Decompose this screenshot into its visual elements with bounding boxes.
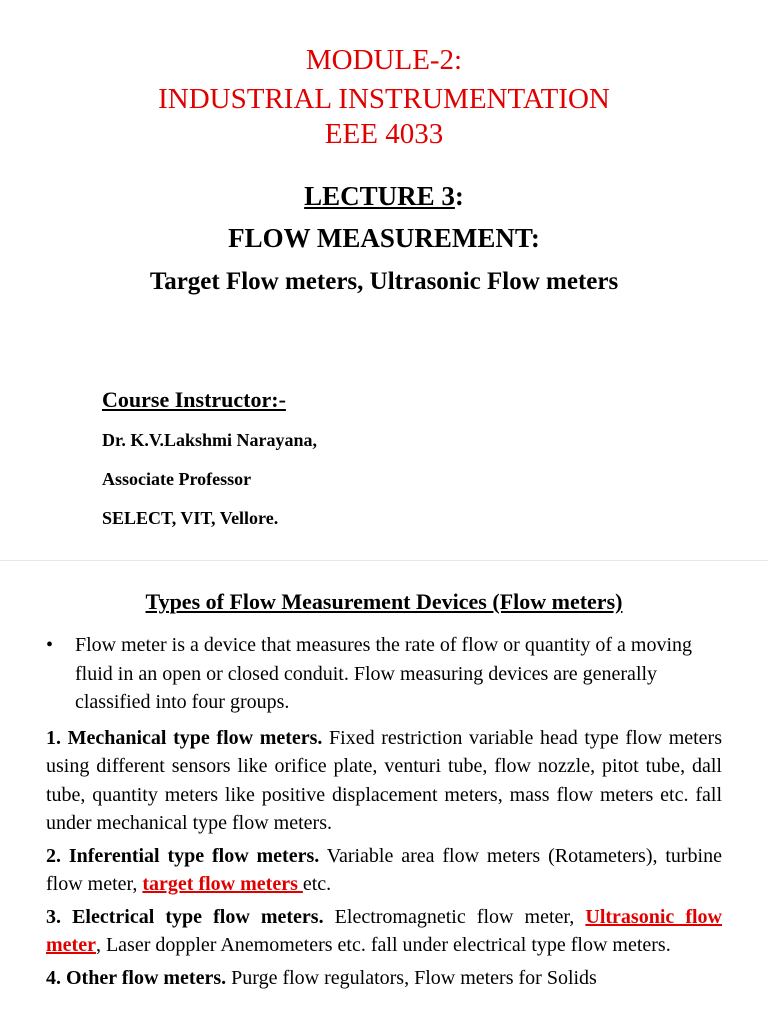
list-item-mechanical [46, 724, 722, 838]
list-item-other [46, 964, 722, 993]
lecture-title [0, 180, 768, 212]
subtopic-title: Target Flow meters, Ultrasonic Flow meters [149, 268, 619, 295]
bullet-intro [46, 631, 722, 717]
highlight-target-flow-meters: target flow meters [142, 873, 303, 895]
content-slide [0, 560, 768, 1025]
list-item-electrical [46, 903, 722, 960]
instructor-title: Associate Professor [102, 469, 252, 489]
bullet-icon: • [46, 634, 54, 656]
instructor-name: Dr. K.V.Lakshmi Narayana, [102, 430, 318, 450]
item-text: Variable area flow meters (Rotameters), turbine flow meter, [46, 844, 722, 895]
slide-heading: Types of Flow Measurement Devices (Flow meters) [145, 589, 623, 614]
item-lead: 3. Electrical type flow meters. [46, 905, 324, 928]
item-text-end: , Laser doppler Anemometers etc. fall under electrical type flow meters. [95, 934, 671, 956]
slide-body [46, 631, 722, 996]
item-lead: 1. Mechanical type flow meters. [46, 726, 323, 749]
course-title: INDUSTRIAL INSTRUMENTATION [158, 83, 610, 115]
item-text: Electromagnetic flow meter, [323, 905, 586, 928]
item-text-end: etc. [302, 873, 332, 895]
course-code: EEE 4033 [324, 118, 444, 150]
module-title: MODULE-2: [305, 44, 463, 76]
highlight-ultrasonic-flow-meter: Ultrasonic flow meter [46, 905, 722, 956]
instructor-heading: Course Instructor:- [102, 387, 286, 412]
intro-text: Flow meter is a device that measures the rate of flow or quantity of a moving fluid in an open or closed conduit. Flow measuring devices are generally classified into four groups. [75, 634, 693, 713]
instructor-affiliation: SELECT, VIT, Vellore. [102, 508, 279, 528]
item-text: Fixed restriction variable head type flow meters using different sensors like orifice plate, venturi tube, flow nozzle, pitot tube, dall tube, quantity meters like positive displacement meters, mass flow meters etc. fall under mechanical type flow meters. [46, 726, 722, 834]
item-text: Purge flow regulators, Flow meters for Solids [226, 966, 597, 989]
item-lead: 2. Inferential type flow meters. [46, 844, 320, 867]
lecture-colon: : [454, 181, 464, 211]
topic-title: FLOW MEASUREMENT: [228, 223, 540, 253]
list-item-inferential [46, 842, 722, 899]
item-lead: 4. Other flow meters. [46, 966, 227, 989]
lecture-label: LECTURE 3 [304, 181, 455, 211]
